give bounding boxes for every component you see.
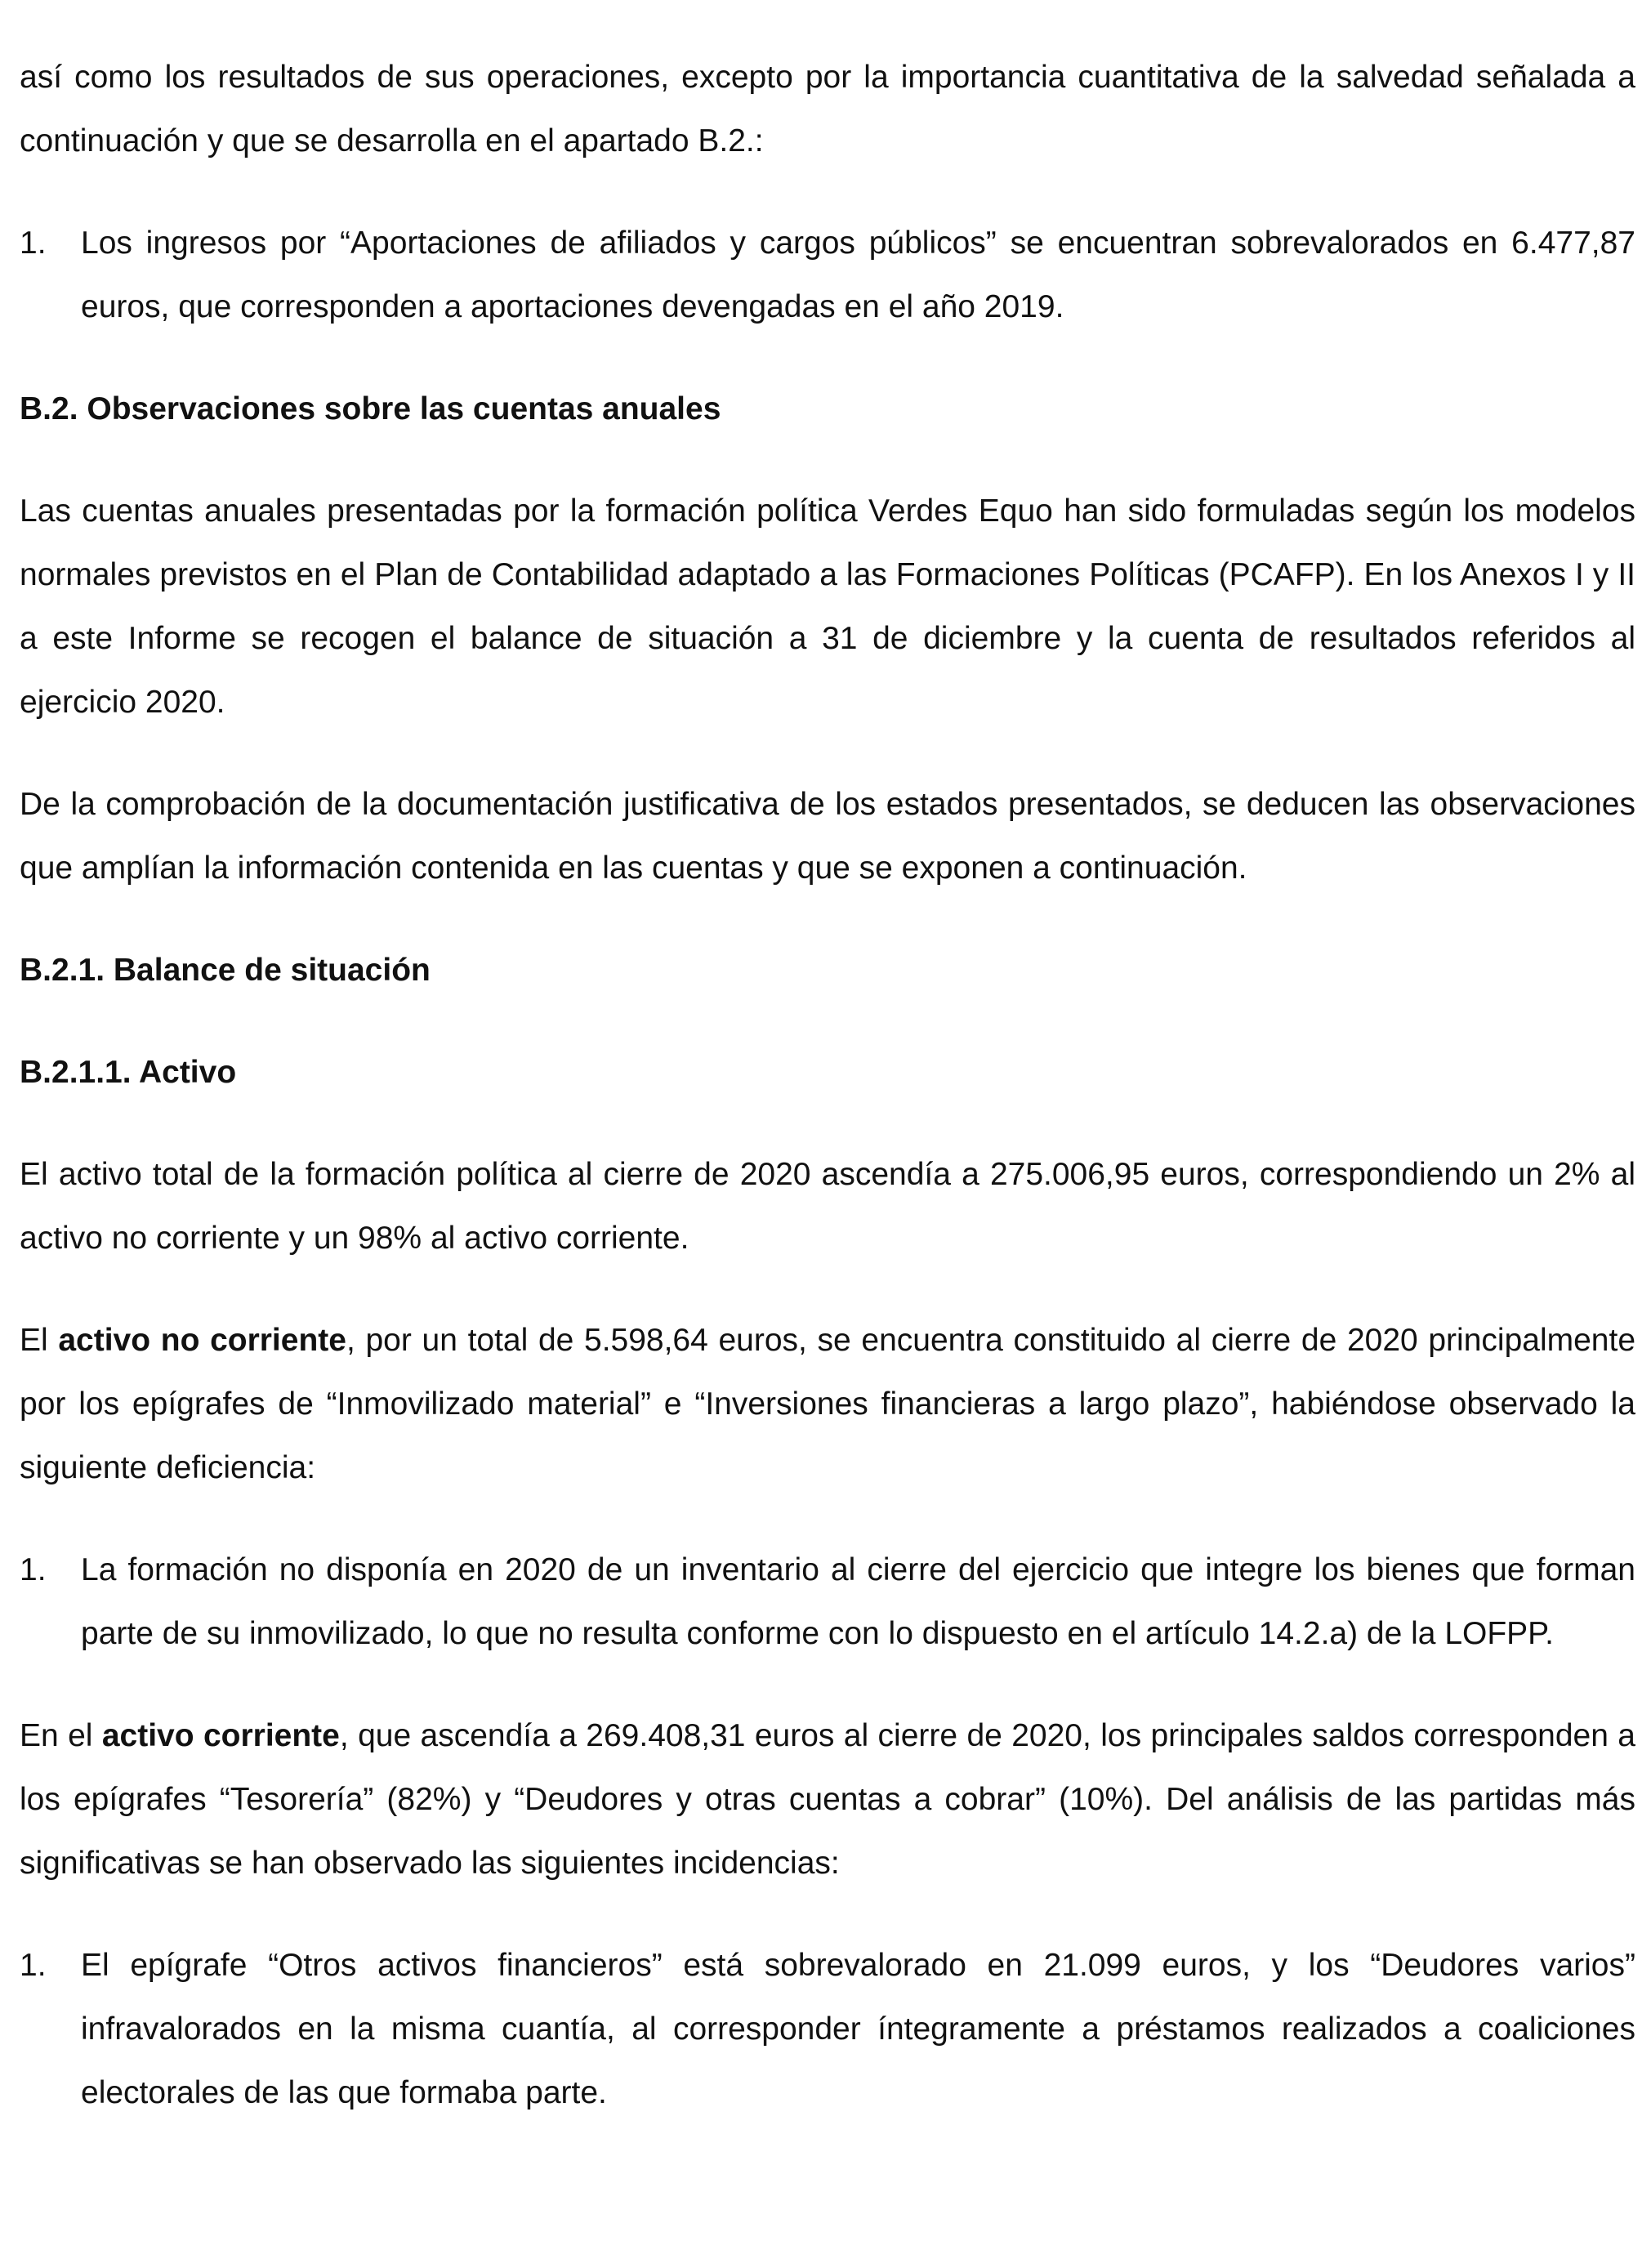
list-item — [20, 212, 1635, 339]
text-run: , que ascendía a 269.408,31 euros al cierre de 2020, los principales saldos corresponden a los epígrafes “Tesorería” (82%) y “Deudores y otras cuentas a cobrar” (10%). Del análisis de las partidas más significativas se han observado las siguientes incidencias: — [20, 1718, 1635, 1881]
list-item — [20, 1538, 1635, 1666]
document-page — [20, 46, 1635, 2125]
bold-term: activo corriente — [101, 1718, 340, 1753]
list-text: La formación no disponía en 2020 de un inventario al cierre del ejercicio que integre los bienes que forman parte de su inmovilizado, lo que no resulta conforme con lo dispuesto en el artículo 14.2.a) de la LOFPP. — [81, 1552, 1635, 1651]
section-heading-b21: B.2.1. Balance de situación — [20, 953, 431, 988]
activo-corriente-paragraph — [20, 1704, 1635, 1895]
list-number: 1. — [20, 225, 47, 261]
text-run: En el — [20, 1718, 102, 1753]
activo-no-corriente-paragraph — [20, 1309, 1635, 1500]
activo-total-paragraph: El activo total de la formación política al cierre de 2020 ascendía a 275.006,95 euros, correspondiendo un 2% al activo no corriente y un 98% al activo corriente. — [20, 1157, 1635, 1256]
intro-paragraph: así como los resultados de sus operaciones, excepto por la importancia cuantitativa de la salvedad señalada a continuación y que se desarrolla en el apartado B.2.: — [20, 60, 1635, 158]
text-run: El — [20, 1323, 59, 1358]
list-text: El epígrafe “Otros activos financieros” está sobrevalorado en 21.099 euros, y los “Deudores varios” infravalorados en la misma cuantía, al corresponder íntegramente a préstamos realizados a coaliciones electorales de las que formaba parte. — [81, 1948, 1635, 2110]
comprobacion-paragraph: De la comprobación de la documentación justificativa de los estados presentados, se deducen las observaciones que amplían la información contenida en las cuentas y que se exponen a continuación. — [20, 787, 1635, 886]
section-heading-b211: B.2.1.1. Activo — [20, 1055, 237, 1090]
list-text: Los ingresos por “Aportaciones de afiliados y cargos públicos” se encuentran sobrevalorados en 6.477,87 euros, que corresponden a aportaciones devengadas en el año 2019. — [81, 225, 1635, 324]
list-number: 1. — [20, 1552, 47, 1587]
section-heading-b2: B.2. Observaciones sobre las cuentas anuales — [20, 391, 721, 426]
list-number: 1. — [20, 1948, 47, 1983]
text-run: , por un total de 5.598,64 euros, se encuentra constituido al cierre de 2020 principalmente por los epígrafes de “Inmovilizado material” e “Inversiones financieras a largo plazo”, habiéndose observado la siguiente deficiencia: — [20, 1323, 1636, 1485]
cuentas-paragraph: Las cuentas anuales presentadas por la formación política Verdes Equo han sido formuladas según los modelos normales previstos en el Plan de Contabilidad adaptado a las Formaciones Políticas (PCAFP). En los Anexos I y II a este Informe se recogen el balance de situación a 31 de diciembre y la cuenta de resultados referidos al ejercicio 2020. — [20, 493, 1635, 720]
list-item — [20, 1934, 1635, 2125]
bold-term: activo no corriente — [58, 1323, 346, 1358]
